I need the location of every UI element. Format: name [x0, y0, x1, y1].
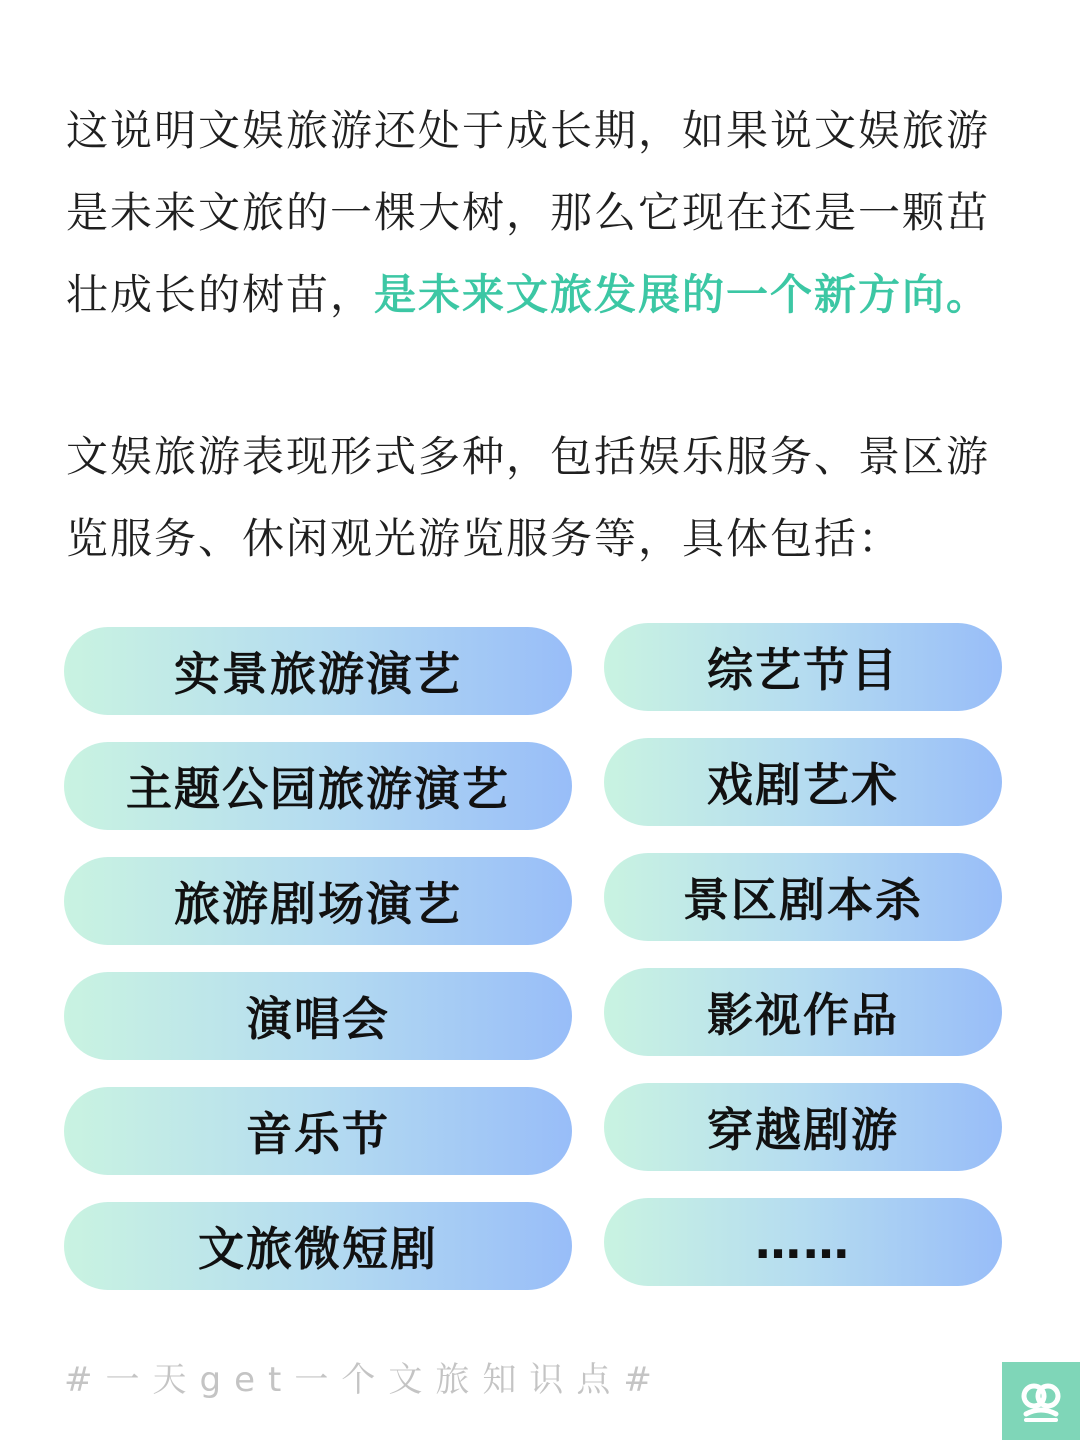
footer-hashtag: #一天get一个文旅知识点# — [64, 1360, 665, 1400]
tag-pill: 演唱会 — [64, 972, 572, 1060]
intro-text: 这说明文娱旅游还处于成长期，如果说文娱旅游是未来文旅的一棵大树，那么它现在还是一颗茁壮成长的树苗， — [66, 106, 991, 319]
tag-pill: 景区剧本杀 — [604, 853, 1002, 941]
forms-paragraph: 文娱旅游表现形式多种，包括娱乐服务、景区游览服务、休闲观光游览服务等，具体包括： — [66, 432, 991, 563]
tag-pill: 穿越剧游 — [604, 1083, 1002, 1171]
tag-pill: 旅游剧场演艺 — [64, 857, 572, 945]
tag-pill: 主题公园旅游演艺 — [64, 742, 572, 830]
tag-pill: …… — [604, 1198, 1002, 1286]
tag-pill: 实景旅游演艺 — [64, 627, 572, 715]
intro-highlight: 是未来文旅发展的一个新方向。 — [374, 270, 991, 319]
tag-pill: 综艺节目 — [604, 623, 1002, 711]
tag-pill: 文旅微短剧 — [64, 1202, 572, 1290]
brand-logo-icon — [1002, 1362, 1080, 1440]
intro-paragraph — [66, 90, 1026, 336]
tag-pill: 影视作品 — [604, 968, 1002, 1056]
tag-pill: 音乐节 — [64, 1087, 572, 1175]
tag-pill: 戏剧艺术 — [604, 738, 1002, 826]
